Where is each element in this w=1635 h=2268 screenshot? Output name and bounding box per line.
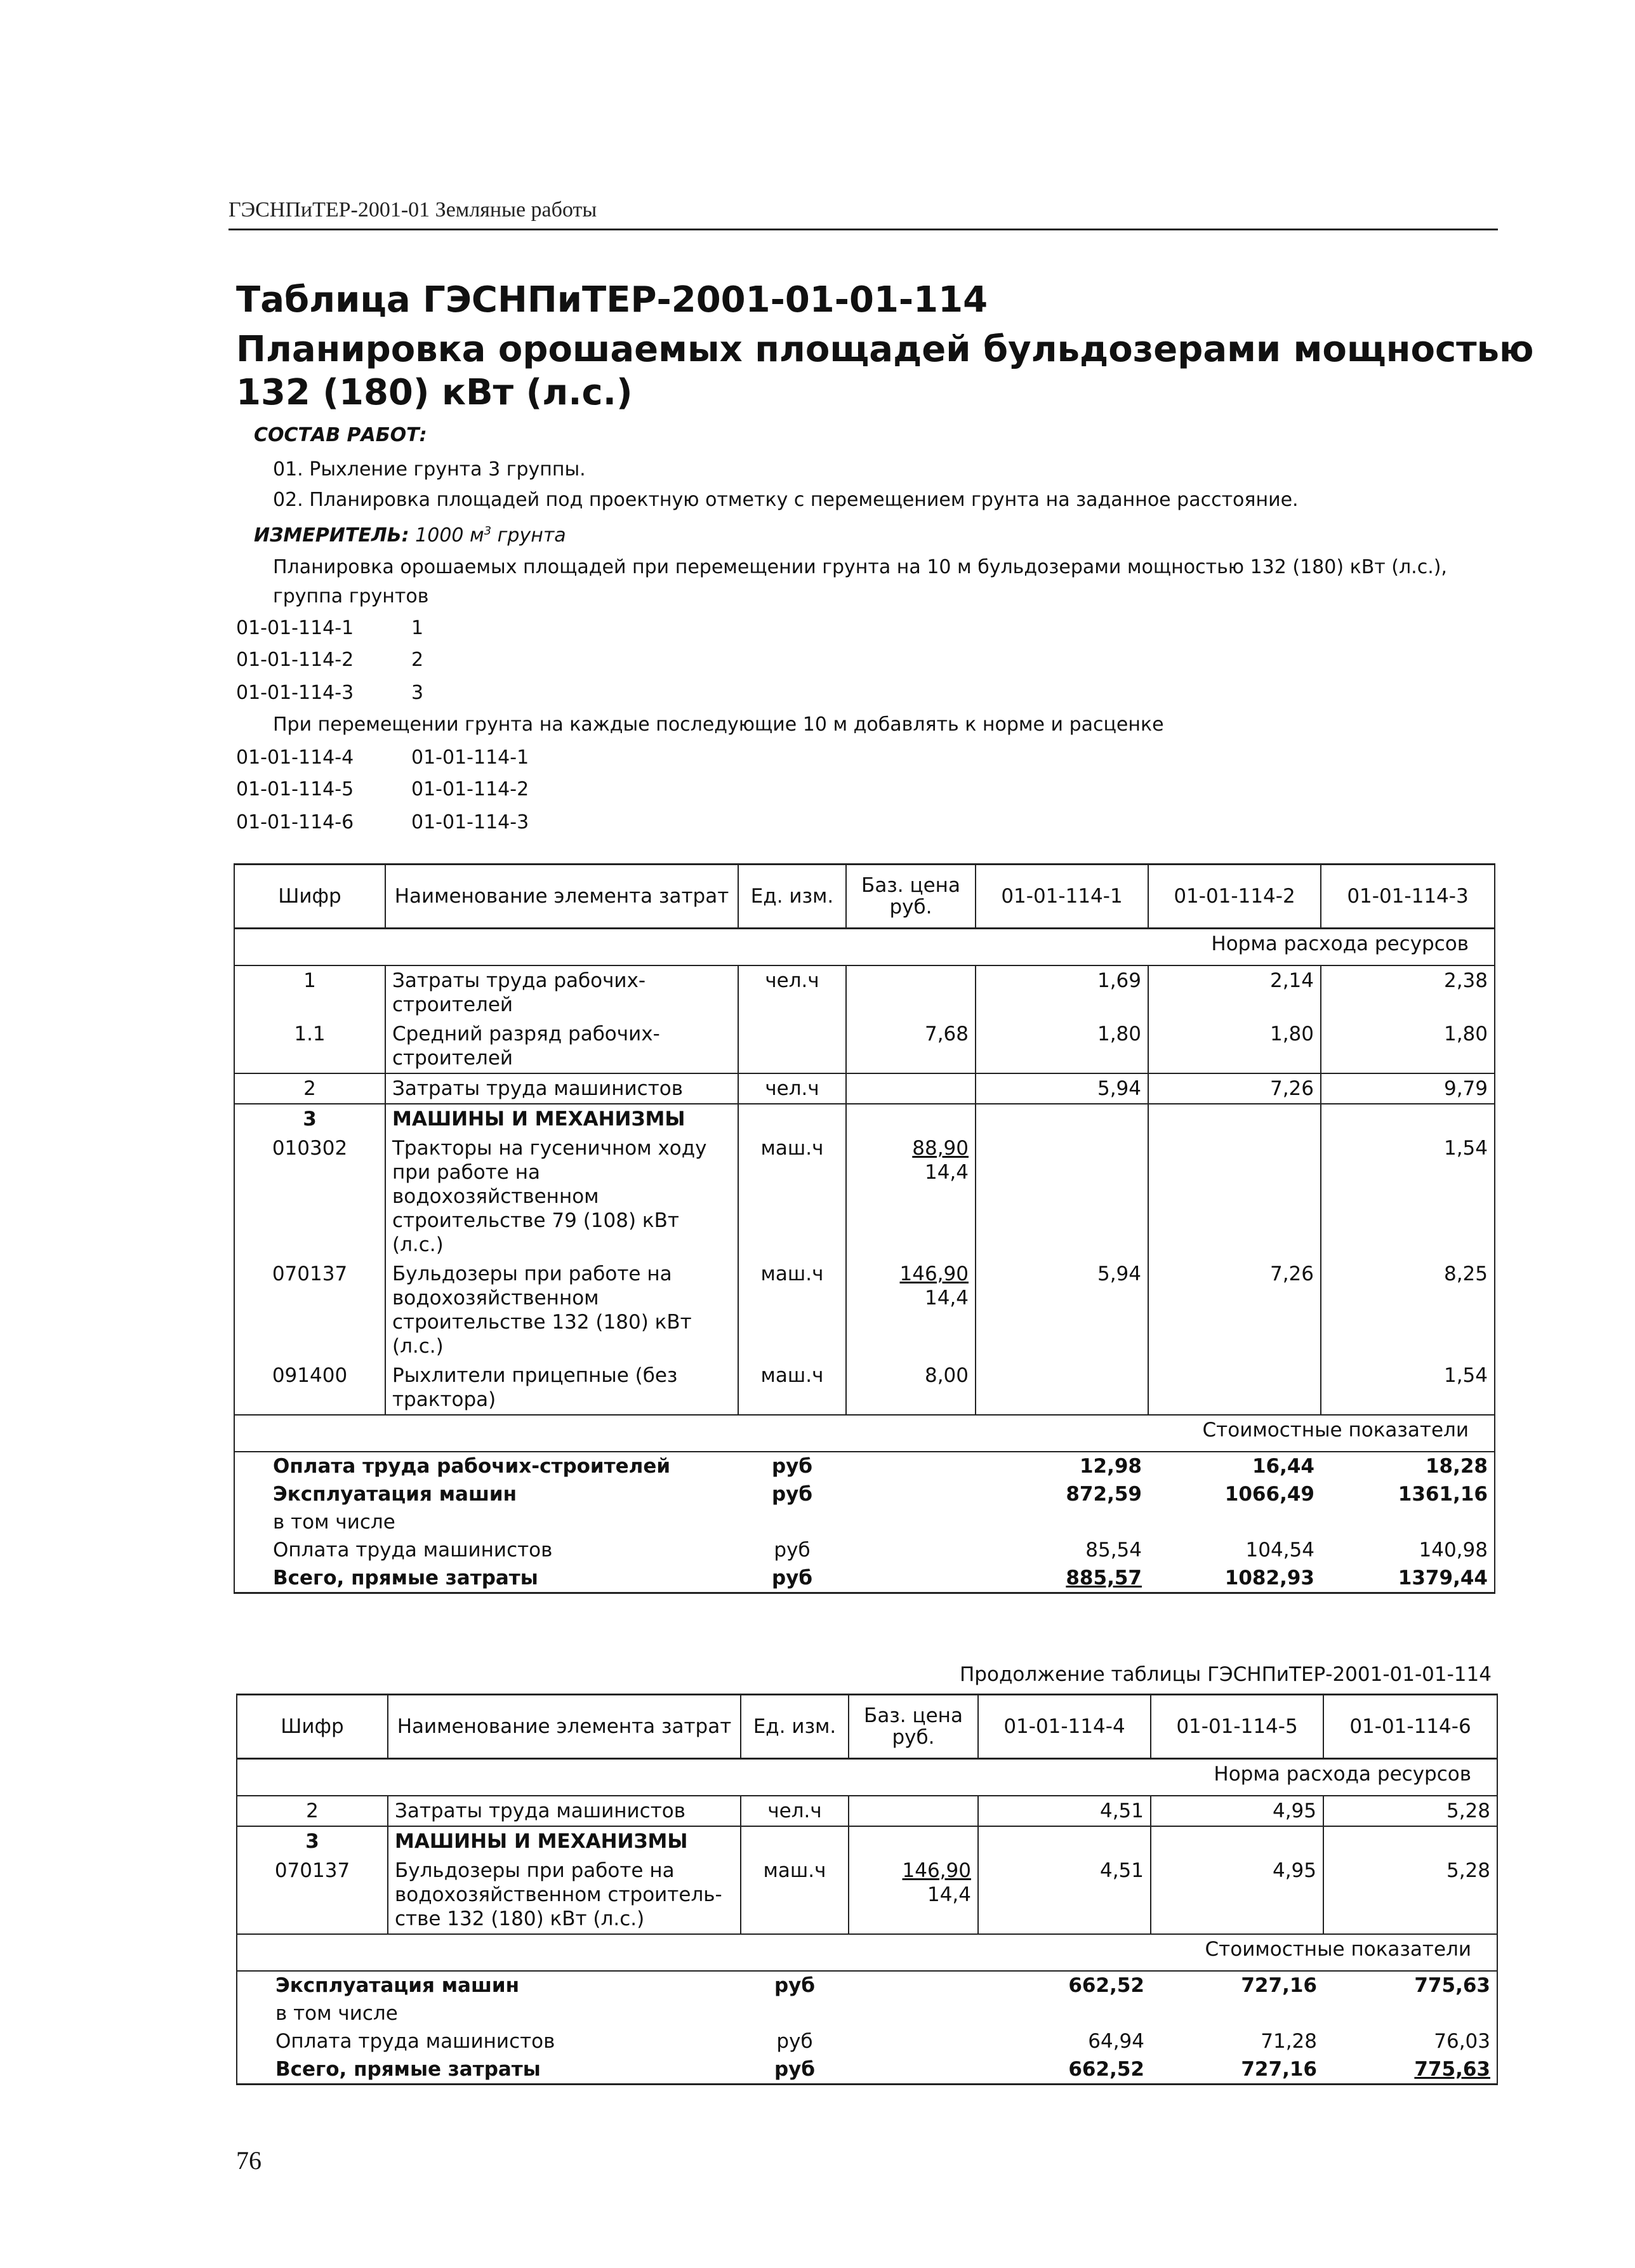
header-unit: Ед. изм. [738, 865, 846, 929]
header-rule [228, 229, 1498, 230]
code: 01-01-114-1 [236, 617, 354, 639]
row-value-2 [1148, 1104, 1321, 1134]
cost-value-3: 775,63 [1323, 1971, 1497, 1999]
row-unit [738, 1019, 846, 1073]
row-name: Бульдозеры при работе на водохозяйственном строитель-стве 132 (180) кВт (л.с.) [388, 1856, 741, 1934]
row-value-3: 5,28 [1323, 1856, 1497, 1934]
row-name: МАШИНЫ И МЕХАНИЗМЫ [385, 1104, 738, 1134]
row-value-3: 1,54 [1321, 1134, 1495, 1259]
table-row [234, 1134, 1495, 1259]
cost-name: в том числе [234, 1508, 738, 1536]
table-row [234, 1259, 1495, 1361]
cost-value-3: 1361,16 [1321, 1480, 1495, 1508]
cost-price [846, 1536, 976, 1564]
header-price-l1: Баз. цена [861, 874, 960, 897]
measurer-value-prefix: 1000 м [415, 524, 484, 547]
row-value-1: 1,80 [976, 1019, 1148, 1073]
row-value-1 [976, 1361, 1148, 1415]
row-code: 091400 [234, 1361, 385, 1415]
row-value-1: 4,51 [978, 1796, 1151, 1826]
row-value-2 [1151, 1826, 1323, 1856]
cost-row [237, 2055, 1497, 2085]
cost-price [846, 1480, 976, 1508]
header-price-l1: Баз. цена [864, 1704, 963, 1727]
composition-item: 01. Рыхление грунта 3 группы. [273, 458, 586, 481]
cost-value-3: 1379,44 [1321, 1564, 1495, 1593]
cost-value-2: 1082,93 [1148, 1564, 1321, 1593]
header-col-3: 01-01-114-6 [1323, 1695, 1497, 1759]
cost-value-2 [1151, 1999, 1323, 2027]
price-base: 146,90 [902, 1859, 971, 1882]
cost-name: в том числе [237, 1999, 741, 2027]
table-row [234, 965, 1495, 1019]
header-unit: Ед. изм. [741, 1695, 849, 1759]
code: 01-01-114-3 [236, 682, 354, 704]
norm-label-row [234, 929, 1495, 966]
row-name: МАШИНЫ И МЕХАНИЗМЫ [388, 1826, 741, 1856]
header-col-3: 01-01-114-3 [1321, 865, 1495, 929]
row-code: 3 [234, 1104, 385, 1134]
header-code: Шифр [234, 865, 385, 929]
header-col-1: 01-01-114-4 [978, 1695, 1151, 1759]
cost-name: Всего, прямые затраты [237, 2055, 741, 2085]
header-price-l2: руб. [892, 1726, 935, 1749]
row-value-2: 2,14 [1148, 965, 1321, 1019]
row-value-2: 7,26 [1148, 1259, 1321, 1361]
cost-value-2: 727,16 [1151, 2055, 1323, 2085]
cost-unit: руб [771, 1483, 813, 1506]
cost-value-2: 16,44 [1252, 1455, 1314, 1478]
cost-row [234, 1564, 1495, 1593]
cost-unit: руб [774, 1974, 816, 1997]
cost-price [849, 1999, 978, 2027]
table-row [234, 1073, 1495, 1104]
cost-unit: руб [741, 2055, 849, 2085]
header-col-2: 01-01-114-5 [1151, 1695, 1323, 1759]
cost-name: Эксплуатация машин [237, 1971, 741, 1999]
header-price [849, 1695, 978, 1759]
header-name: Наименование элемента затрат [388, 1695, 741, 1759]
cost-name: Всего, прямые затраты [234, 1564, 738, 1593]
cost-name: Оплата труда машинистов [234, 1536, 738, 1564]
table-subtitle-line1: Планировка орошаемых площадей бульдозерами мощностью [236, 329, 1534, 370]
composition-item: 02. Планировка площадей под проектную отметку с перемещением грунта на заданное расстояние. [273, 489, 1299, 511]
cost-value-3: 18,28 [1321, 1452, 1495, 1480]
row-code: 2 [234, 1073, 385, 1104]
addition-text: При перемещении грунта на каждые последующие 10 м добавлять к норме и расценке [273, 713, 1164, 736]
row-unit [738, 1104, 846, 1134]
row-name: Средний разряд рабочих-строителей [385, 1019, 738, 1073]
cost-value-2: 727,16 [1241, 1974, 1317, 1997]
row-value-1: 5,94 [976, 1259, 1148, 1361]
cost-value-1 [976, 1508, 1148, 1536]
cost-row [234, 1536, 1495, 1564]
row-value-3: 8,25 [1321, 1259, 1495, 1361]
cost-unit: руб [738, 1564, 846, 1593]
row-code: 1 [234, 965, 385, 1019]
cost-price [849, 1971, 978, 1999]
cost-value-3 [1323, 1999, 1497, 2027]
cost-name: Оплата труда рабочих-строителей [234, 1452, 738, 1480]
norm-label: Норма расхода ресурсов [237, 1759, 1497, 1796]
cost-price [849, 2027, 978, 2055]
cost-unit [741, 1999, 849, 2027]
row-value-3: 1,80 [1321, 1019, 1495, 1073]
cost-row [237, 2027, 1497, 2055]
row-value-2: 7,26 [1148, 1073, 1321, 1104]
row-price [849, 1826, 978, 1856]
row-price [846, 1104, 976, 1134]
row-name: Рыхлители прицепные (без трактора) [385, 1361, 738, 1415]
price-base: 146,90 [899, 1263, 969, 1285]
price-index: 14,4 [924, 1287, 969, 1310]
cost-value-1: 85,54 [1085, 1539, 1142, 1562]
cost-price [849, 2055, 978, 2085]
cost-value-3 [1321, 1508, 1495, 1536]
row-price [846, 1259, 976, 1361]
row-code: 1.1 [234, 1019, 385, 1073]
row-name: Затраты труда машинистов [388, 1796, 741, 1826]
running-head: ГЭСНПиТЕР-2001-01 Земляные работы [228, 198, 597, 222]
cost-value-2: 104,54 [1245, 1539, 1314, 1562]
cost-value-3: 140,98 [1321, 1536, 1495, 1564]
table-header-row [234, 865, 1495, 929]
row-code: 070137 [237, 1856, 388, 1934]
row-price [846, 1134, 976, 1259]
cost-price [846, 1452, 976, 1480]
table-title: Таблица ГЭСНПиТЕР-2001-01-01-114 [236, 279, 988, 321]
row-price [846, 965, 976, 1019]
table-row [237, 1856, 1497, 1934]
row-price: 7,68 [846, 1019, 976, 1073]
table-subtitle-line2: 132 (180) кВт (л.с.) [236, 372, 633, 413]
cost-value-2: 1066,49 [1224, 1483, 1314, 1506]
row-code: 3 [237, 1826, 388, 1856]
code-value: 01-01-114-1 [411, 746, 529, 769]
row-value-1: 1,69 [976, 965, 1148, 1019]
cost-label: Стоимостные показатели [234, 1415, 1495, 1452]
cost-unit: руб [776, 2030, 813, 2053]
cost-unit [738, 1508, 846, 1536]
header-name: Наименование элемента затрат [385, 865, 738, 929]
row-price [849, 1856, 978, 1934]
row-code: 070137 [234, 1259, 385, 1361]
table-row [237, 1796, 1497, 1826]
row-value-2 [1148, 1134, 1321, 1259]
cost-value-1 [978, 1999, 1151, 2027]
price-index: 14,4 [927, 1883, 971, 1906]
row-unit: чел.ч [738, 965, 846, 1019]
measurer [254, 524, 566, 547]
composition-label: СОСТАВ РАБОТ: [254, 424, 427, 446]
row-value-3 [1321, 1104, 1495, 1134]
row-unit: чел.ч [738, 1073, 846, 1104]
row-price [849, 1796, 978, 1826]
continuation-label: Продолжение таблицы ГЭСНПиТЕР-2001-01-01-114 [960, 1663, 1492, 1686]
code: 01-01-114-4 [236, 746, 354, 769]
cost-row [237, 1971, 1497, 1999]
row-value-1: 4,51 [978, 1856, 1151, 1934]
price-base: 88,90 [912, 1137, 969, 1160]
cost-row [234, 1452, 1495, 1480]
row-price: 8,00 [846, 1361, 976, 1415]
cost-row [237, 1999, 1497, 2027]
cost-price [846, 1508, 976, 1536]
cost-name: Эксплуатация машин [234, 1480, 738, 1508]
cost-value-1: 64,94 [1088, 2030, 1144, 2053]
code: 01-01-114-5 [236, 778, 354, 800]
row-name: Бульдозеры при работе на водохозяйственном строительстве 132 (180) кВт (л.с.) [385, 1259, 738, 1361]
description-line: Планировка орошаемых площадей при перемещении грунта на 10 м бульдозерами мощностью 132 (180) кВт (л.с.), [273, 556, 1447, 578]
code-value: 1 [411, 617, 424, 639]
norm-label: Норма расхода ресурсов [234, 929, 1495, 966]
table-row [234, 1019, 1495, 1073]
cost-value-1: 885,57 [976, 1564, 1148, 1593]
row-value-2: 4,95 [1151, 1796, 1323, 1826]
cost-value-2 [1148, 1508, 1321, 1536]
cost-unit: руб [771, 1455, 813, 1478]
code-value: 01-01-114-3 [411, 811, 529, 833]
cost-value-2: 71,28 [1261, 2030, 1317, 2053]
measurer-value-sup: 3 [484, 524, 492, 538]
row-value-3: 9,79 [1321, 1073, 1495, 1104]
row-value-1: 5,94 [976, 1073, 1148, 1104]
row-value-1 [978, 1826, 1151, 1856]
code: 01-01-114-2 [236, 649, 354, 671]
header-price-l2: руб. [889, 896, 932, 918]
resource-table-1 [234, 863, 1495, 1594]
cost-row [234, 1508, 1495, 1536]
cost-value-1: 662,52 [978, 2055, 1151, 2085]
code-value: 2 [411, 649, 424, 671]
row-code: 2 [237, 1796, 388, 1826]
cost-label: Стоимостные показатели [237, 1934, 1497, 1971]
cost-value-1: 12,98 [1079, 1455, 1142, 1478]
description-line: группа грунтов [273, 585, 429, 607]
measurer-value [415, 524, 566, 547]
row-value-2 [1148, 1361, 1321, 1415]
measurer-value-suffix: грунта [491, 524, 566, 547]
table-header-row [237, 1695, 1497, 1759]
row-code: 010302 [234, 1134, 385, 1259]
cost-label-row [237, 1934, 1497, 1971]
row-value-3 [1323, 1826, 1497, 1856]
page-number: 76 [236, 2146, 261, 2175]
row-unit: маш.ч [738, 1134, 846, 1259]
cost-unit: руб [774, 1539, 811, 1562]
header-col-1: 01-01-114-1 [976, 865, 1148, 929]
row-value-1 [976, 1104, 1148, 1134]
measurer-label: ИЗМЕРИТЕЛЬ: [254, 524, 409, 547]
table-row [234, 1104, 1495, 1134]
row-unit: маш.ч [738, 1259, 846, 1361]
header-col-2: 01-01-114-2 [1148, 865, 1321, 929]
row-value-3: 1,54 [1321, 1361, 1495, 1415]
cost-value-1: 872,59 [1066, 1483, 1142, 1506]
code: 01-01-114-6 [236, 811, 354, 833]
cost-label-row [234, 1415, 1495, 1452]
code-value: 01-01-114-2 [411, 778, 529, 800]
cost-value-3: 76,03 [1323, 2027, 1497, 2055]
resource-table-2 [236, 1694, 1498, 2085]
row-value-2: 1,80 [1148, 1019, 1321, 1073]
row-price [846, 1073, 976, 1104]
price-index: 14,4 [924, 1161, 969, 1184]
cost-row [234, 1480, 1495, 1508]
row-name: Затраты труда рабочих-строителей [385, 965, 738, 1019]
row-name: Тракторы на гусеничном ходу при работе на водохозяйственном строительстве 79 (108) кВт (л.с.) [385, 1134, 738, 1259]
row-value-1 [976, 1134, 1148, 1259]
cost-value-1: 662,52 [1068, 1974, 1144, 1997]
cost-value-3: 775,63 [1323, 2055, 1497, 2085]
cost-name: Оплата труда машинистов [237, 2027, 741, 2055]
table-row [237, 1826, 1497, 1856]
row-value-3: 5,28 [1323, 1796, 1497, 1826]
row-value-3: 2,38 [1321, 965, 1495, 1019]
table-row [234, 1361, 1495, 1415]
row-unit: маш.ч [741, 1856, 849, 1934]
row-unit: чел.ч [741, 1796, 849, 1826]
row-name: Затраты труда машинистов [385, 1073, 738, 1104]
row-value-2: 4,95 [1151, 1856, 1323, 1934]
code-value: 3 [411, 682, 424, 704]
cost-price [846, 1564, 976, 1593]
norm-label-row [237, 1759, 1497, 1796]
header-code: Шифр [237, 1695, 388, 1759]
header-price [846, 865, 976, 929]
row-unit [741, 1826, 849, 1856]
row-unit: маш.ч [738, 1361, 846, 1415]
